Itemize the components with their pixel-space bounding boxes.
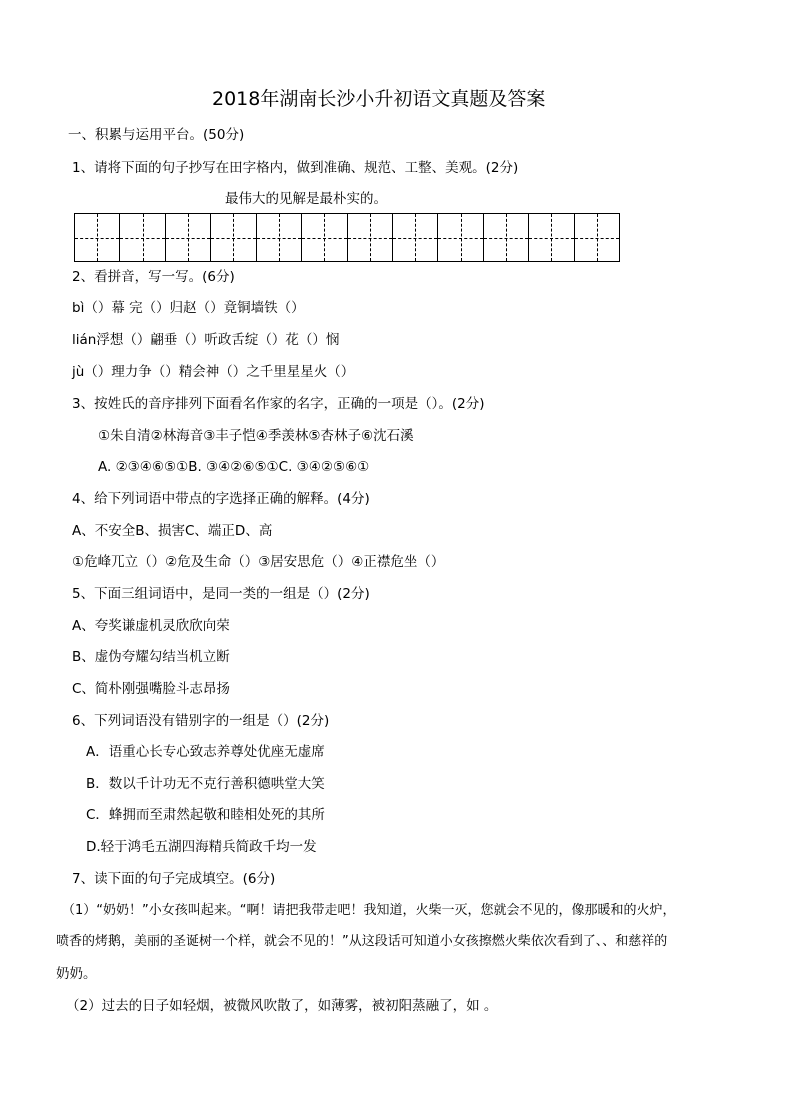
- section-heading: 一、积累与运用平台。(50分): [68, 127, 245, 143]
- author-list: ①朱自清②林海音③丰子恺④季羡林⑤杏林子⑥沈石溪: [98, 428, 414, 444]
- question-6-option-b: B．数以千计功无不克行善积德哄堂大笑: [86, 776, 325, 792]
- question-3-options: A. ②③④⑥⑤①B. ③④②⑥⑤①C. ③④②⑤⑥①: [98, 459, 370, 475]
- question-3: 3、按姓氏的音序排列下面看名作家的名字，正确的一项是（）。(2分): [72, 396, 485, 412]
- question-6: 6、下列词语没有错别字的一组是（）(2分): [72, 713, 330, 729]
- question-6-option-c: C．蜂拥而至肃然起敬和睦相处死的其所: [86, 807, 325, 823]
- question-4-words: ①危峰兀立（）②危及生命（）③居安思危（）④正襟危坐（）: [72, 554, 445, 570]
- question-5: 5、下面三组词语中，是同一类的一组是（）(2分): [72, 586, 370, 602]
- question-5-option-a: A、夸奖谦虚机灵欣欣向荣: [72, 618, 230, 634]
- question-6-option-d: D.轻于鸿毛五湖四海精兵简政千均一发: [86, 839, 317, 855]
- question-2: 2、看拼音，写一写。(6分): [72, 269, 235, 285]
- document-title: 2018年湖南长沙小升初语文真题及答案: [212, 88, 546, 110]
- pinyin-line-lian: lián浮想（）翩垂（）听政舌绽（）花（）悯: [72, 332, 340, 348]
- question-1: 1、请将下面的句子抄写在田字格内，做到准确、规范、工整、美观。(2分): [72, 160, 519, 176]
- tianzige-grid: [74, 213, 620, 262]
- question-6-option-a: A．语重心长专心致志养尊处优座无虚席: [86, 744, 325, 760]
- pinyin-line-bi: bì（）幕 完（）归赵（）竟铜墙铁（）: [72, 300, 305, 316]
- question-5-option-b: B、虚伪夸耀勾结当机立断: [72, 649, 230, 665]
- copy-sentence: 最伟大的见解是最朴实的。: [225, 191, 387, 207]
- question-7-passage-line-3: 奶奶。: [56, 966, 97, 982]
- pinyin-line-ju: jù（）理力争（）精会神（）之千里星星火（）: [72, 364, 355, 380]
- question-5-option-c: C、简朴刚强嘴脸斗志昂扬: [72, 681, 230, 697]
- question-7-part-2: （2）过去的日子如轻烟，被微风吹散了，如薄雾，被初阳蒸融了，如 。: [66, 998, 498, 1014]
- question-4: 4、给下列词语中带点的字选择正确的解释。(4分): [72, 491, 370, 507]
- question-7-passage-line-2: 喷香的烤鹅，美丽的圣诞树一个样，就会不见的！”从这段话可知道小女孩擦燃火柴依次看到了、、和慈祥的: [56, 934, 668, 949]
- question-4-meanings: A、不安全B、损害C、端正D、高: [72, 523, 273, 539]
- question-7: 7、读下面的句子完成填空。(6分): [72, 871, 276, 887]
- question-7-passage-line-1: （1）“奶奶！”小女孩叫起来。“啊！请把我带走吧！我知道，火柴一灭，您就会不见的，像那暖和的火炉，: [62, 903, 676, 918]
